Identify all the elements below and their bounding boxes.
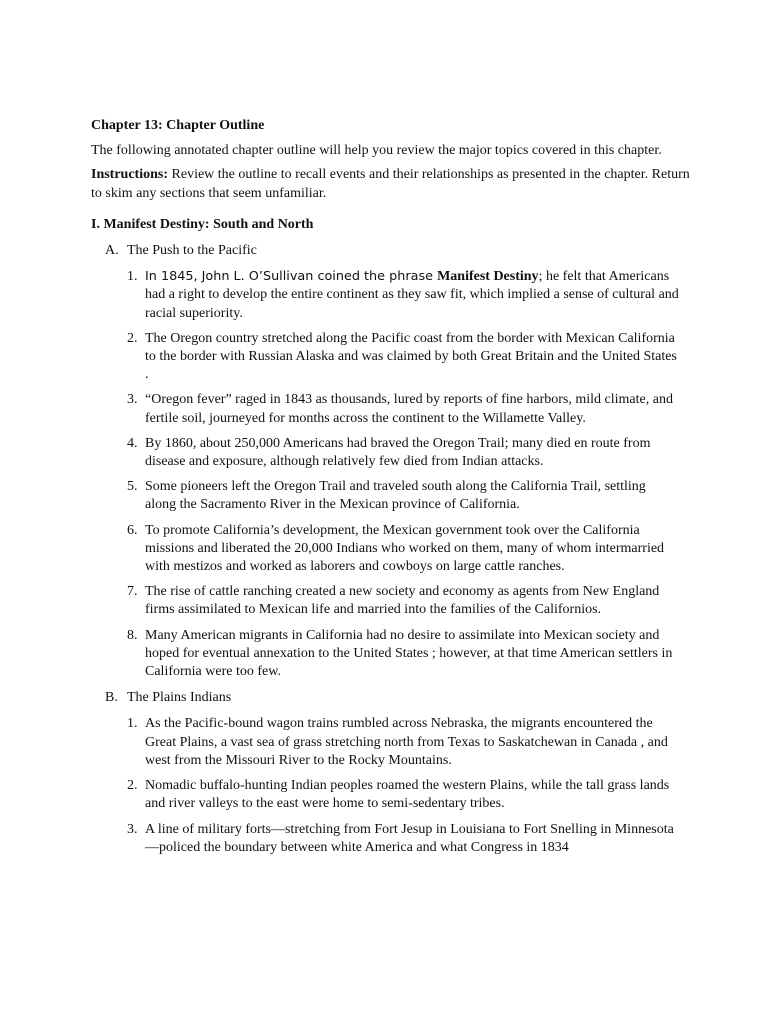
item-number: 2. [127, 330, 138, 346]
instructions-label: Instructions: [91, 167, 169, 183]
item-text: The rise of cattle ranching created a new society and economy as agents from New England firms assimilated to Mexican life and married into the families of the Californios. [145, 584, 660, 618]
subsection-letter: B. [105, 690, 118, 706]
item-text: Many American migrants in California had no desire to assimilate into Mexican society and hoped for eventual annexation to the United States ; however, at that time American settlers in California were too few. [145, 627, 673, 680]
item-text: Nomadic buffalo-hunting Indian peoples roamed the western Plains, while the tall grass lands and river valleys to the east were home to semi-sedentary tribes. [145, 778, 670, 812]
item-number: 5. [127, 479, 138, 495]
item-text-post: ; he felt that Americans had a right to develop the entire continent as they saw fit, which implied a sense of cultural and racial superiority. [145, 269, 679, 321]
subsection-heading-a [105, 242, 691, 260]
item-number: 3. [127, 392, 138, 408]
subsection-title: The Plains Indians [127, 690, 232, 706]
subsection-b-list [91, 715, 691, 856]
item-text: Some pioneers left the Oregon Trail and traveled south along the California Trail, settling along the Sacramento River in the Mexican province of California. [145, 479, 646, 513]
instructions-text: Review the outline to recall events and their relationships as presented in the chapter. Return to skim any sections that seem unfamiliar. [91, 167, 690, 201]
item-number: 6. [127, 522, 138, 538]
instructions-paragraph [91, 166, 691, 202]
list-item [127, 821, 691, 857]
subsection-letter: A. [105, 243, 119, 259]
list-item [127, 330, 691, 385]
list-item [127, 391, 691, 427]
item-number: 7. [127, 584, 138, 600]
list-item [127, 715, 691, 770]
item-text: “Oregon fever” raged in 1843 as thousands, lured by reports of fine harbors, mild climate, and fertile soil, journeyed for months across the continent to the Willamette Valley. [145, 392, 673, 426]
chapter-title: Chapter 13: Chapter Outline [91, 118, 265, 133]
intro-paragraph: The following annotated chapter outline will help you review the major topics covered in this chapter. [91, 143, 662, 159]
list-item [127, 522, 691, 577]
section-heading: I. Manifest Destiny: South and North [91, 216, 314, 232]
item-number: 1. [127, 269, 138, 285]
item-text: As the Pacific-bound wagon trains rumbled across Nebraska, the migrants encountered the Great Plains, a vast sea of grass stretching north from Texas to Saskatchewan in Canada , and west from the Missouri River to the Rocky Mountains. [145, 716, 668, 768]
list-item [127, 268, 691, 323]
item-text-bold-term: Manifest Destiny [437, 269, 539, 285]
list-item [127, 435, 691, 471]
item-number: 8. [127, 627, 138, 643]
list-item [127, 627, 691, 682]
item-text: A line of military forts—stretching from Fort Jesup in Louisiana to Fort Snelling in Minnesota—policed the boundary between white America and what Congress in 1834 [145, 821, 674, 855]
item-text [145, 268, 679, 323]
subsection-heading-b [105, 689, 691, 707]
item-number: 1. [127, 716, 138, 732]
outline-content [91, 117, 691, 865]
item-text-pre: In 1845, John L. O’Sullivan coined the phrase [145, 269, 438, 285]
item-text: By 1860, about 250,000 Americans had braved the Oregon Trail; many died en route from disease and exposure, although relatively few died from Indian attacks. [145, 435, 651, 470]
subsection-a-list [91, 268, 691, 681]
item-number: 3. [127, 821, 138, 837]
subsection-title: The Push to the Pacific [127, 243, 257, 259]
item-text: To promote California’s development, the Mexican government took over the California missions and liberated the 20,000 Indians who worked on them, many of whom intermarried with mestizos and worked as laborers and cowboys on large cattle ranches. [145, 522, 665, 575]
item-number: 4. [127, 435, 138, 451]
list-item [127, 777, 691, 813]
list-item [127, 478, 691, 514]
item-text: The Oregon country stretched along the Pacific coast from the border with Mexican California to the border with Russian Alaska and was claimed by both Great Britain and the United States . [145, 330, 677, 383]
list-item [127, 583, 691, 619]
item-number: 2. [127, 778, 138, 794]
